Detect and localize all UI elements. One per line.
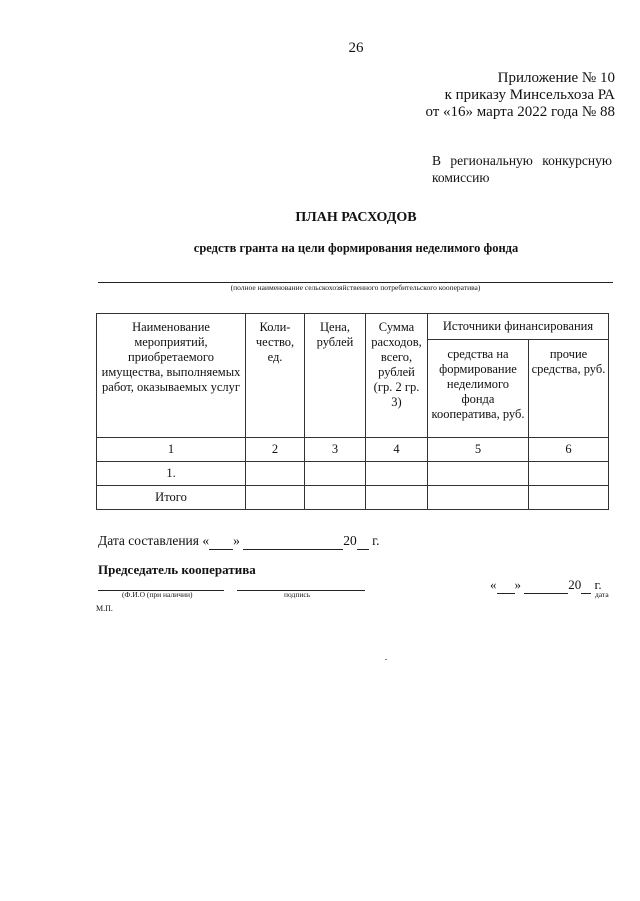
column-number: 5	[428, 438, 529, 462]
expense-table	[96, 313, 609, 510]
column-number: 2	[246, 438, 305, 462]
row-label: 1.	[97, 462, 246, 486]
table-cell[interactable]	[366, 486, 428, 510]
column-number: 1	[97, 438, 246, 462]
date-open-quote: «	[490, 577, 497, 592]
year-blank[interactable]	[357, 533, 369, 550]
recipient-block	[432, 152, 612, 186]
cooperative-name-caption: (полное наименование сельскохозяйственного потребительского кооператива)	[230, 283, 481, 292]
fio-caption: (Ф.И.О (при наличии)	[122, 590, 193, 599]
signature-date	[490, 577, 602, 594]
header-quantity: Коли-чество, ед.	[246, 314, 305, 438]
document-title: ПЛАН РАСХОДОВ	[295, 210, 417, 225]
sig-year-blank[interactable]	[581, 577, 591, 594]
appendix-header	[405, 70, 615, 121]
column-number: 6	[529, 438, 609, 462]
year-prefix: 20	[343, 533, 357, 548]
signature-caption: подпись	[284, 590, 311, 599]
total-label: Итого	[97, 486, 246, 510]
column-number: 4	[366, 438, 428, 462]
header-total: Сумма расходов, всего, рублей (гр. 2 гр. 3)	[366, 314, 428, 438]
sig-day-blank[interactable]	[497, 577, 515, 594]
sig-month-blank[interactable]	[524, 577, 568, 594]
table-cell[interactable]	[305, 486, 366, 510]
table-cell[interactable]	[428, 486, 529, 510]
header-source-other: прочие средства, руб.	[529, 340, 609, 438]
column-number-row	[97, 438, 609, 462]
header-row	[97, 314, 609, 340]
table-cell[interactable]	[529, 486, 609, 510]
date-close-quote: »	[514, 577, 521, 592]
document-subtitle: средств гранта на цели формирования неделимого фонда	[193, 241, 519, 255]
appendix-line-2: к приказу Минсельхоза РА	[444, 87, 615, 103]
day-blank[interactable]	[209, 533, 233, 550]
sig-year-prefix: 20	[568, 577, 582, 592]
table-cell[interactable]	[246, 462, 305, 486]
stamp-place: М.П.	[96, 604, 113, 613]
total-row	[97, 486, 609, 510]
header-price: Цена, рублей	[305, 314, 366, 438]
appendix-line-3: от «16» марта 2022 года № 88	[425, 104, 615, 120]
recipient-line-1: В региональную конкурсную	[432, 153, 612, 168]
sig-year-suffix: г.	[591, 577, 602, 592]
compilation-date	[98, 533, 380, 550]
scan-speck	[385, 659, 387, 660]
table-cell[interactable]	[428, 462, 529, 486]
month-blank[interactable]	[243, 533, 343, 550]
chairman-label: Председатель кооператива	[98, 562, 256, 577]
table-cell[interactable]	[366, 462, 428, 486]
page-number: 26	[348, 40, 364, 56]
table-cell[interactable]	[529, 462, 609, 486]
column-number: 3	[305, 438, 366, 462]
header-sources: Источники финансирования	[428, 314, 609, 340]
compilation-date-label: Дата составления «	[98, 533, 210, 548]
year-suffix: г.	[368, 533, 380, 548]
recipient-line-2: комиссию	[432, 170, 490, 185]
date-caption: дата	[595, 590, 609, 599]
close-quote: »	[233, 533, 240, 548]
table-cell[interactable]	[305, 462, 366, 486]
appendix-line-1: Приложение № 10	[497, 70, 615, 86]
table-row	[97, 462, 609, 486]
header-name: Наименование мероприятий, приобретаемого имущества, выполняемых работ, оказываемых услуг	[97, 314, 246, 438]
header-source-fund: средства на формирование неделимого фонда кооператива, руб.	[428, 340, 529, 438]
table-cell[interactable]	[246, 486, 305, 510]
